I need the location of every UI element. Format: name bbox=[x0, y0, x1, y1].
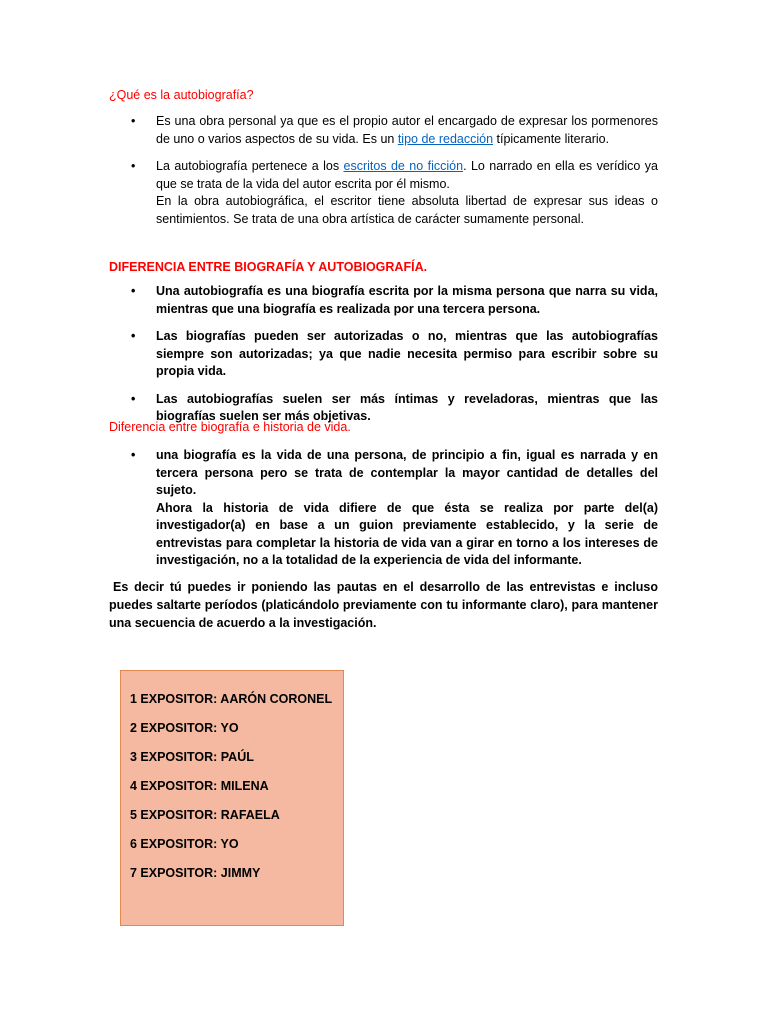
link-tipo-de-redaccion[interactable]: tipo de redacción bbox=[397, 131, 494, 146]
list-item bbox=[109, 158, 658, 228]
bullet-icon: • bbox=[131, 284, 136, 298]
bullet-text: Una autobiografía es una biografía escrita por la misma persona que narra su vida, mientras que una biografía es realizada por una tercera persona. bbox=[156, 284, 658, 316]
bullet-text: La autobiografía pertenece a los bbox=[156, 159, 344, 173]
bullet-second-paragraph: En la obra autobiográfica, el escritor tiene absoluta libertad de expresar sus ideas o sentimientos. Se trata de una obra artística de carácter sumamente personal. bbox=[156, 194, 658, 226]
section-title-biografia-historia-de-vida: Diferencia entre biografía e historia de vida. bbox=[109, 420, 351, 434]
list-item bbox=[109, 113, 658, 148]
link-escritos-de-no-ficcion[interactable]: escritos de no ficción bbox=[343, 159, 464, 173]
expositor-item: 7 EXPOSITOR: JIMMY bbox=[130, 866, 261, 880]
closing-text: Es decir tú puedes ir poniendo las pautas en el desarrollo de las entrevistas e incluso puedes saltarte períodos (platicándolo previamente con tu informante claro), para mantener una secuencia de acuerdo a la investigación. bbox=[109, 580, 658, 630]
bullet-icon: • bbox=[131, 448, 136, 462]
diferencia-bullet-list bbox=[109, 283, 658, 426]
section-title-diferencia-biografia-autobiografia: DIFERENCIA ENTRE BIOGRAFÍA Y AUTOBIOGRAFÍA. bbox=[109, 260, 428, 274]
bullet-icon: • bbox=[131, 159, 136, 173]
expositor-item: 1 EXPOSITOR: AARÓN CORONEL bbox=[130, 692, 333, 706]
bullet-text: Las autobiografías suelen ser más íntimas y reveladoras, mientras que las biografías suelen ser más objetivas. bbox=[156, 391, 658, 423]
bullet-icon: • bbox=[131, 391, 136, 406]
historia-vida-bullet-list bbox=[109, 447, 658, 570]
list-item bbox=[109, 328, 658, 381]
bullet-text: Las biografías pueden ser autorizadas o no, mientras que las autobiografías siempre son autorizadas; ya que nadie necesita permiso para escribir sobre su propia vida. bbox=[156, 329, 658, 378]
expositores-list bbox=[130, 690, 332, 893]
list-item bbox=[109, 283, 658, 318]
expositor-item: 4 EXPOSITOR: MILENA bbox=[130, 779, 269, 793]
closing-paragraph bbox=[109, 578, 658, 632]
bullet-text: una biografía es la vida de una persona, de principio a fin, igual es narrada y en tercera persona pero se trata de contemplar la mayor cantidad de detalles del sujeto. bbox=[156, 448, 658, 497]
expositores-box bbox=[120, 670, 344, 926]
expositor-item: 3 EXPOSITOR: PAÚL bbox=[130, 750, 254, 764]
bullet-icon: • bbox=[131, 329, 136, 343]
bullet-text-end: . Lo narrado en ella es verídico ya que se trata de la vida del autor escrita por él mismo. bbox=[156, 159, 658, 191]
expositor-item: 5 EXPOSITOR: RAFAELA bbox=[130, 808, 280, 822]
bullet-second-paragraph: Ahora la historia de vida difiere de que ésta se realiza por parte del(a) investigador(a) en base a un guion previamente establecido, y la serie de entrevistas para completar la historia de vida van a girar en torno a los intereses de investigación, no a la totalidad de la experiencia de vida del informante. bbox=[156, 500, 658, 567]
expositor-item: 6 EXPOSITOR: YO bbox=[130, 837, 239, 851]
bullet-icon: • bbox=[131, 114, 136, 128]
expositor-item: 2 EXPOSITOR: YO bbox=[130, 721, 239, 735]
autobiografia-bullet-list bbox=[109, 113, 658, 228]
section-title-autobiografia: ¿Qué es la autobiografía? bbox=[109, 88, 254, 102]
bullet-text: Es una obra personal ya que es el propio autor el encargado de expresar los pormenores de uno o varios aspectos de su vida. Es un bbox=[156, 114, 658, 146]
list-item bbox=[109, 447, 658, 570]
bullet-text-end: típicamente literario. bbox=[493, 131, 610, 146]
